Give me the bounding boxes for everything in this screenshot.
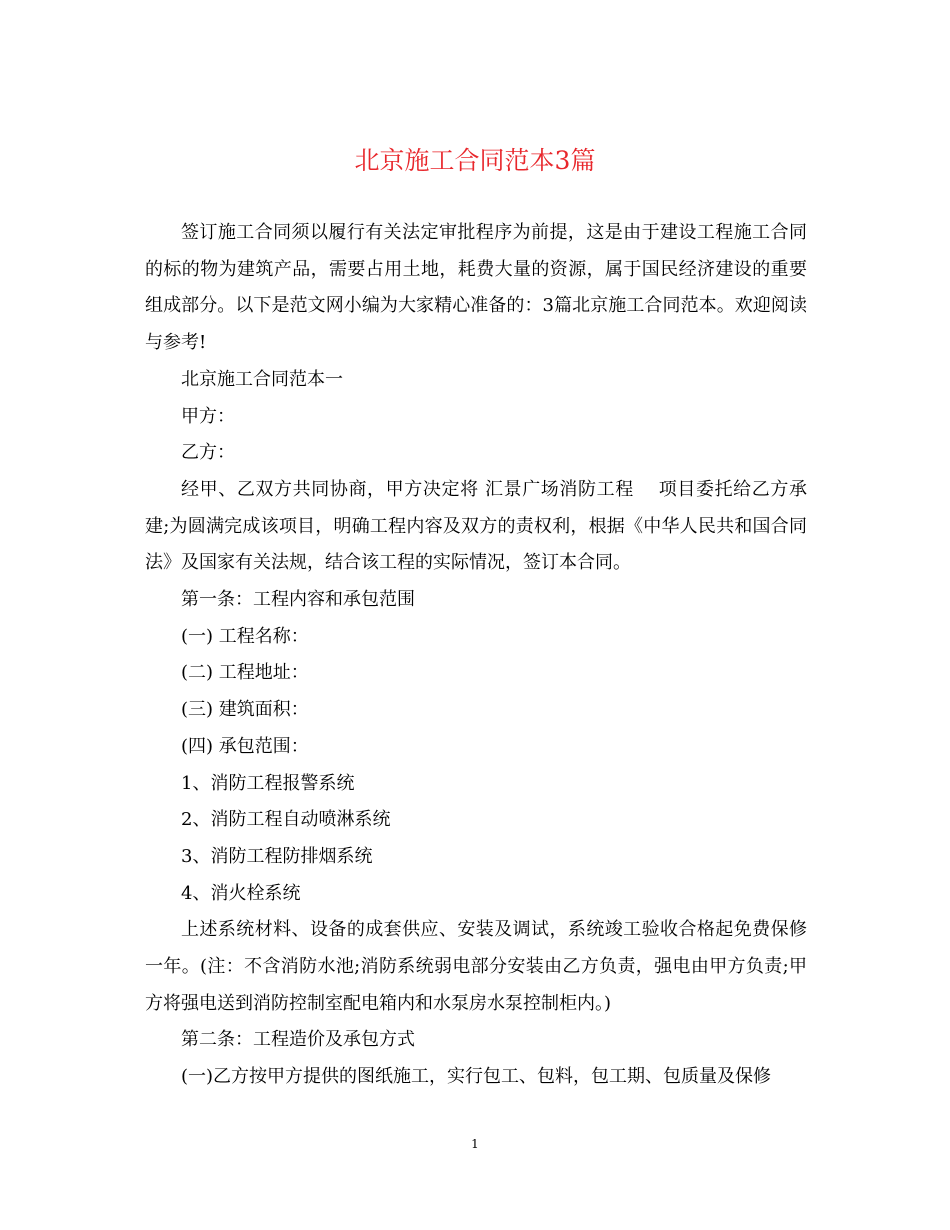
paragraph-building-area: (三) 建筑面积： [181, 699, 309, 721]
paragraph-party-a: 甲方： [181, 405, 235, 427]
paragraph-contract-method: (一)乙方按甲方提供的图纸施工，实行包工、包料，包工期、包质量及保修 [181, 1066, 772, 1088]
page-number: 1 [471, 1137, 479, 1151]
paragraph-project-address: (二) 工程地址： [181, 662, 309, 684]
list-item: 2、消防工程自动喷淋系统 [181, 809, 391, 831]
paragraph-intro: 签订施工合同须以履行有关法定审批程序为前提，这是由于建设工程施工合同的标的物为建筑产品，需要占用土地，耗费大量的资源，属于国民经济建设的重要组成部分。以下是范文网小编为大家精心准备的：3篇北京施工合同范本。欢迎阅读与参考! [145, 222, 807, 354]
document-title: 北京施工合同范本3篇 [354, 146, 596, 175]
paragraph-project-name: (一) 工程名称： [181, 625, 309, 647]
document-body [145, 215, 807, 1096]
paragraph-section-heading: 北京施工合同范本一 [181, 368, 343, 390]
paragraph-scope: (四) 承包范围： [181, 735, 309, 757]
paragraph-agreement: 经甲、乙双方共同协商，甲方决定将 汇景广场消防工程 项目委托给乙方承建;为圆满完成该项目，明确工程内容及双方的责权利，根据《中华人民共和国合同法》及国家有关法规，结合该工程的实际情况，签订本合同。 [145, 478, 807, 574]
paragraph-warranty: 上述系统材料、设备的成套供应、安装及调试，系统竣工验收合格起免费保修一年。(注：不含消防水池;消防系统弱电部分安装由乙方负责，强电由甲方负责;甲方将强电送到消防控制室配电箱内和水泵房水泵控制柜内。) [145, 919, 807, 1014]
list-item: 1、消防工程报警系统 [181, 772, 355, 794]
paragraph-article-2: 第二条：工程造价及承包方式 [181, 1029, 415, 1051]
list-item: 4、消火栓系统 [181, 882, 301, 904]
paragraph-party-b: 乙方： [181, 442, 235, 464]
list-item: 3、消防工程防排烟系统 [181, 845, 373, 867]
paragraph-article-1: 第一条：工程内容和承包范围 [181, 589, 415, 611]
